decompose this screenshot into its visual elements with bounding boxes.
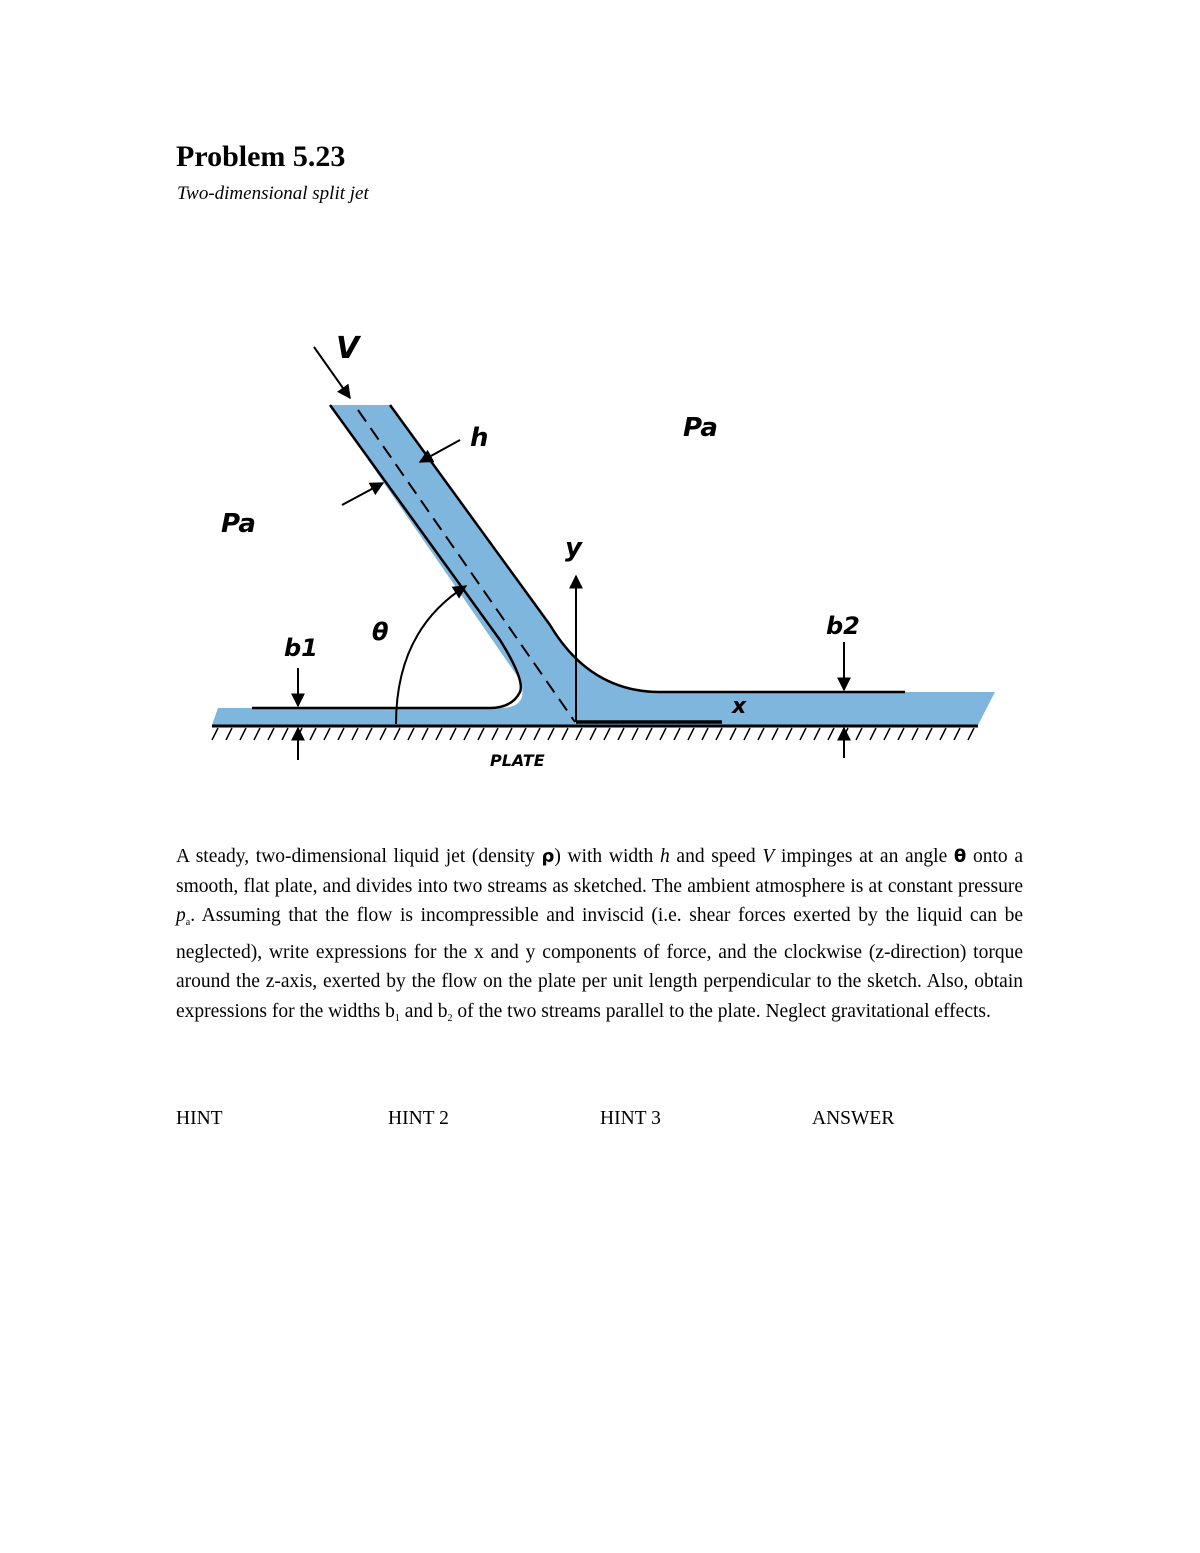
hatch-mark [408,728,414,740]
hatch-mark [632,728,638,740]
hatch-mark [366,728,372,740]
hatch-mark [660,728,666,740]
var-b1-subscript: 1 [394,1012,400,1024]
plate-label: PLATE [490,751,545,770]
var-p-subscript: a [185,917,191,928]
var-b2: b [437,1000,448,1022]
hatch-mark [534,728,540,740]
hatch-mark [548,728,554,740]
h-dim-arrow-right [420,440,460,462]
pressure-right-label: Pa [683,413,718,443]
hatch-mark [884,728,890,740]
hint-2-link[interactable]: HINT 2 [388,1108,449,1129]
hatch-mark [464,728,470,740]
hatch-mark [506,728,512,740]
hatch-mark [240,728,246,740]
hatch-mark [716,728,722,740]
text-part: and [399,1000,438,1022]
hatch-mark [268,728,274,740]
var-h: h [659,846,670,867]
hatch-mark [590,728,596,740]
hatch-mark [786,728,792,740]
rho-symbol: ρ [541,846,555,867]
pressure-left-label: Pa [221,509,256,539]
hatch-mark [380,728,386,740]
hatch-mark [730,728,736,740]
hatch-mark [394,728,400,740]
var-b1: b [385,1000,395,1022]
problem-subtitle: Two-dimensional split jet [177,183,369,204]
velocity-label: V [336,331,360,366]
angle-label: θ [372,618,389,646]
hatch-mark [870,728,876,740]
hatch-mark [562,728,568,740]
hatch-mark [954,728,960,740]
hatch-mark [576,728,582,740]
hatch-mark [492,728,498,740]
hatch-mark [688,728,694,740]
text-part: impinges at an angle [774,846,954,867]
theta-arc [396,586,466,724]
hatch-mark [744,728,750,740]
hatch-mark [478,728,484,740]
hatch-mark [282,728,288,740]
hatch-mark [520,728,526,740]
hatch-mark [758,728,764,740]
hatch-mark [702,728,708,740]
y-axis-label: y [565,533,582,563]
b2-label: b2 [826,612,860,640]
hatch-mark [674,728,680,740]
hatch-mark [324,728,330,740]
x-axis-label: x [732,694,747,719]
text-part: and speed [669,846,763,867]
problem-title: Problem 5.23 [176,140,346,173]
hatch-mark [436,728,442,740]
var-b2-subscript: 2 [447,1012,453,1024]
hatch-mark [212,728,218,740]
plate-hatching [212,728,974,740]
b1-label: b1 [284,634,318,662]
hatch-mark [898,728,904,740]
hatch-mark [828,728,834,740]
var-V: V [762,846,775,867]
hatch-mark [422,728,428,740]
hatch-mark [450,728,456,740]
hatch-mark [604,728,610,740]
h-dim-arrow-left [342,483,383,505]
jet-width-label: h [470,423,489,453]
hatch-mark [352,728,358,740]
hatch-mark [940,728,946,740]
hint-link[interactable]: HINT [176,1108,223,1129]
hatch-mark [310,728,316,740]
var-p: p [176,905,186,926]
hatch-mark [926,728,932,740]
hatch-mark [226,728,232,740]
text-part: A steady, two-dimensional liquid jet (density [176,846,542,867]
text-part: onto a smooth, flat plate, and divides into two streams as sketched. The ambient atmosphere is at constant pressure [176,846,1023,897]
text-part: ) with width [554,846,660,867]
hatch-mark [618,728,624,740]
theta-symbol: θ [953,846,967,867]
hatch-mark [646,728,652,740]
problem-statement [176,842,1023,1033]
hatch-mark [338,728,344,740]
hatch-mark [814,728,820,740]
liquid-jet [212,405,995,725]
hatch-mark [800,728,806,740]
hint-3-link[interactable]: HINT 3 [600,1108,661,1129]
answer-link[interactable]: ANSWER [812,1108,895,1129]
text-part: of the two streams parallel to the plate. Neglect gravitational effects. [452,1000,991,1022]
hatch-mark [856,728,862,740]
hatch-mark [254,728,260,740]
hatch-mark [968,728,974,740]
text-part: . Assuming that the flow is incompressible and inviscid (i.e. shear forces exerted by the liquid can be neglected), write expressions for the x and y components of force, and the clockwise (z-direction) torque around the z-axis, exerted by the flow on the plate per unit length perpendicular to the sketch. Also, obtain expressions for the widths [176,905,1023,1022]
hint-links [176,1108,1036,1138]
hatch-mark [912,728,918,740]
hatch-mark [772,728,778,740]
